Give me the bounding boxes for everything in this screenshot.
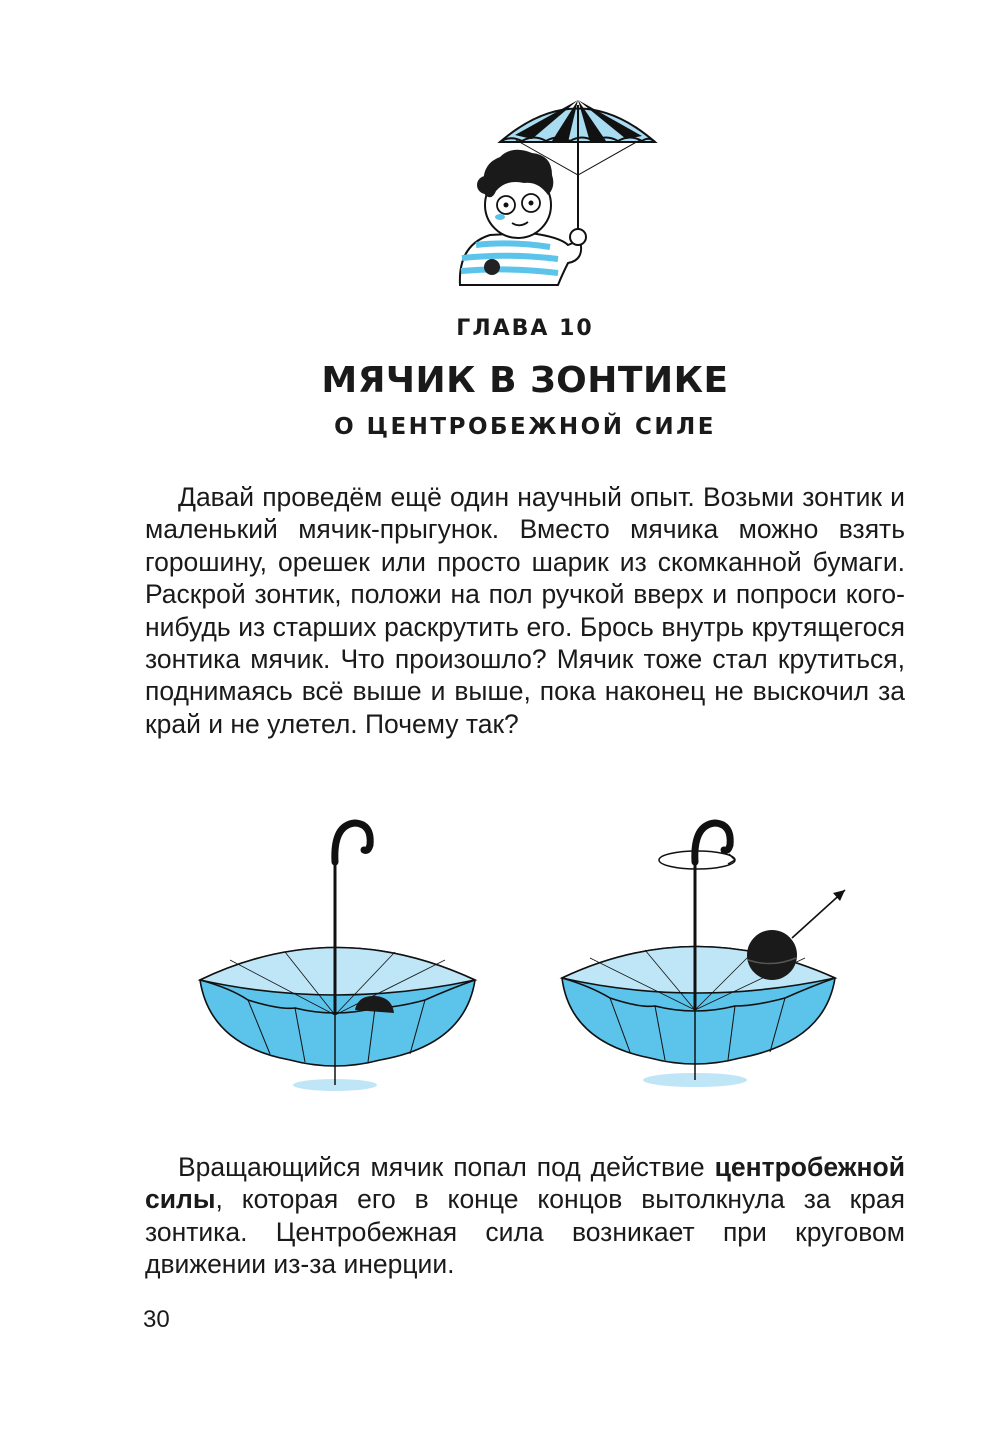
page-number: 30 (143, 1306, 170, 1333)
centrifugal-force-term: центробежной силы (145, 1152, 905, 1215)
chapter-title: МЯЧИК В ЗОНТИКЕ (321, 360, 729, 401)
umbrellas-experiment-illustration (190, 810, 870, 1100)
chapter-subtitle: О ЦЕНТРОБЕЖНОЙ СИЛЕ (334, 414, 716, 440)
explanation-text-start: Вращающийся мячик попал под действие (178, 1152, 715, 1182)
explanation-text-end: , которая его в конце концов вытолкнула за края зонтика. Центробежная сила возникает при круговом движении из-за инерции. (145, 1184, 905, 1280)
spinning-umbrella-icon (562, 823, 845, 1087)
boy-icon (460, 150, 586, 285)
chapter-number: ГЛАВА 10 (456, 316, 594, 341)
boy-with-umbrella-illustration (440, 95, 670, 295)
intro-paragraph: Давай проведём ещё один научный опыт. Возьми зонтик и маленький мячик-прыгунок. Вместо мячика можно взять горошину, орешек или просто шарик из скомканной бумаги. Раскрой зонтик, положи на пол ручкой вверх и попроси кого-нибудь из старших раскрутить его. Брось внутрь крутящегося зонтика мячик. Что произошло? Мячик тоже стал крутиться, поднимаясь всё выше и выше, пока наконец не выскочил за край и не улетел. Почему так? (145, 482, 905, 739)
explanation-paragraph (145, 1151, 905, 1281)
still-umbrella-icon (200, 823, 475, 1091)
